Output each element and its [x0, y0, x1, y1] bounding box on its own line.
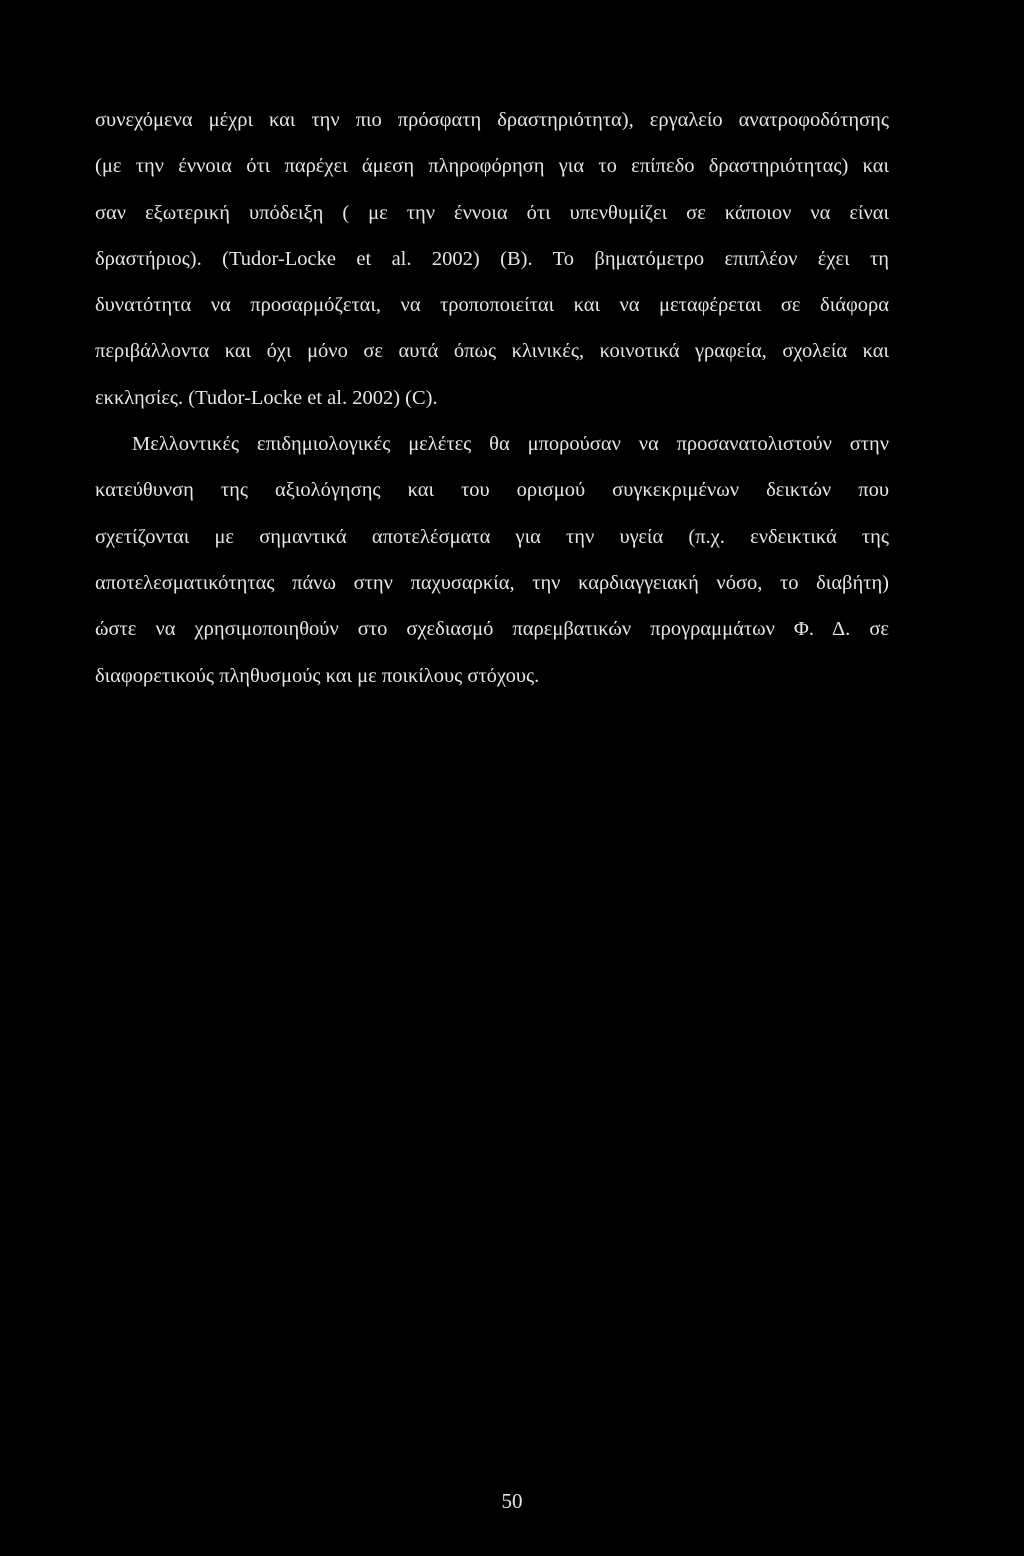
text-line-4: δραστήριος). (Tudor-Locke et al. 2002) (B). Το βηματόμετρο επιπλέον έχει τη — [95, 247, 889, 270]
text-line-13: διαφορετικούς πληθυσμούς και με ποικίλους στόχους. — [95, 664, 540, 687]
text-line-6: περιβάλλοντα και όχι μόνο σε αυτά όπως κλινικές, κοινοτικά γραφεία, σχολεία και — [95, 340, 889, 363]
text-line-3: σαν εξωτερική υπόδειξη ( με την έννοια ότι υπενθυμίζει σε κάποιον να είναι — [95, 201, 889, 224]
body-text — [95, 97, 889, 699]
text-line-12: ώστε να χρησιμοποιηθούν στο σχεδιασμό παρεμβατικών προγραμμάτων Φ. Δ. σε — [95, 618, 889, 641]
text-line-1: συνεχόμενα μέχρι και την πιο πρόσφατη δραστηριότητα), εργαλείο ανατροφοδότησης — [95, 109, 889, 131]
text-line-10: σχετίζονται με σημαντικά αποτελέσματα για την υγεία (π.χ. ενδεικτικά της — [95, 525, 889, 548]
page-number: 50 — [501, 1489, 523, 1513]
text-line-11: αποτελεσματικότητας πάνω στην παχυσαρκία, την καρδιαγγειακή νόσο, το διαβήτη) — [95, 571, 889, 594]
text-line-7: εκκλησίες. (Tudor-Locke et al. 2002) (C). — [95, 386, 438, 409]
text-line-2: (με την έννοια ότι παρέχει άμεση πληροφόρηση για το επίπεδο δραστηριότητας) και — [95, 155, 889, 178]
text-line-5: δυνατότητα να προσαρμόζεται, να τροποποιείται και να μεταφέρεται σε διάφορα — [95, 294, 889, 317]
text-line-9: κατεύθυνση της αξιολόγησης και του ορισμού συγκεκριμένων δεικτών που — [95, 479, 889, 502]
text-line-8: Μελλοντικές επιδημιολογικές μελέτες θα μπορούσαν να προσανατολιστούν στην — [132, 433, 889, 456]
